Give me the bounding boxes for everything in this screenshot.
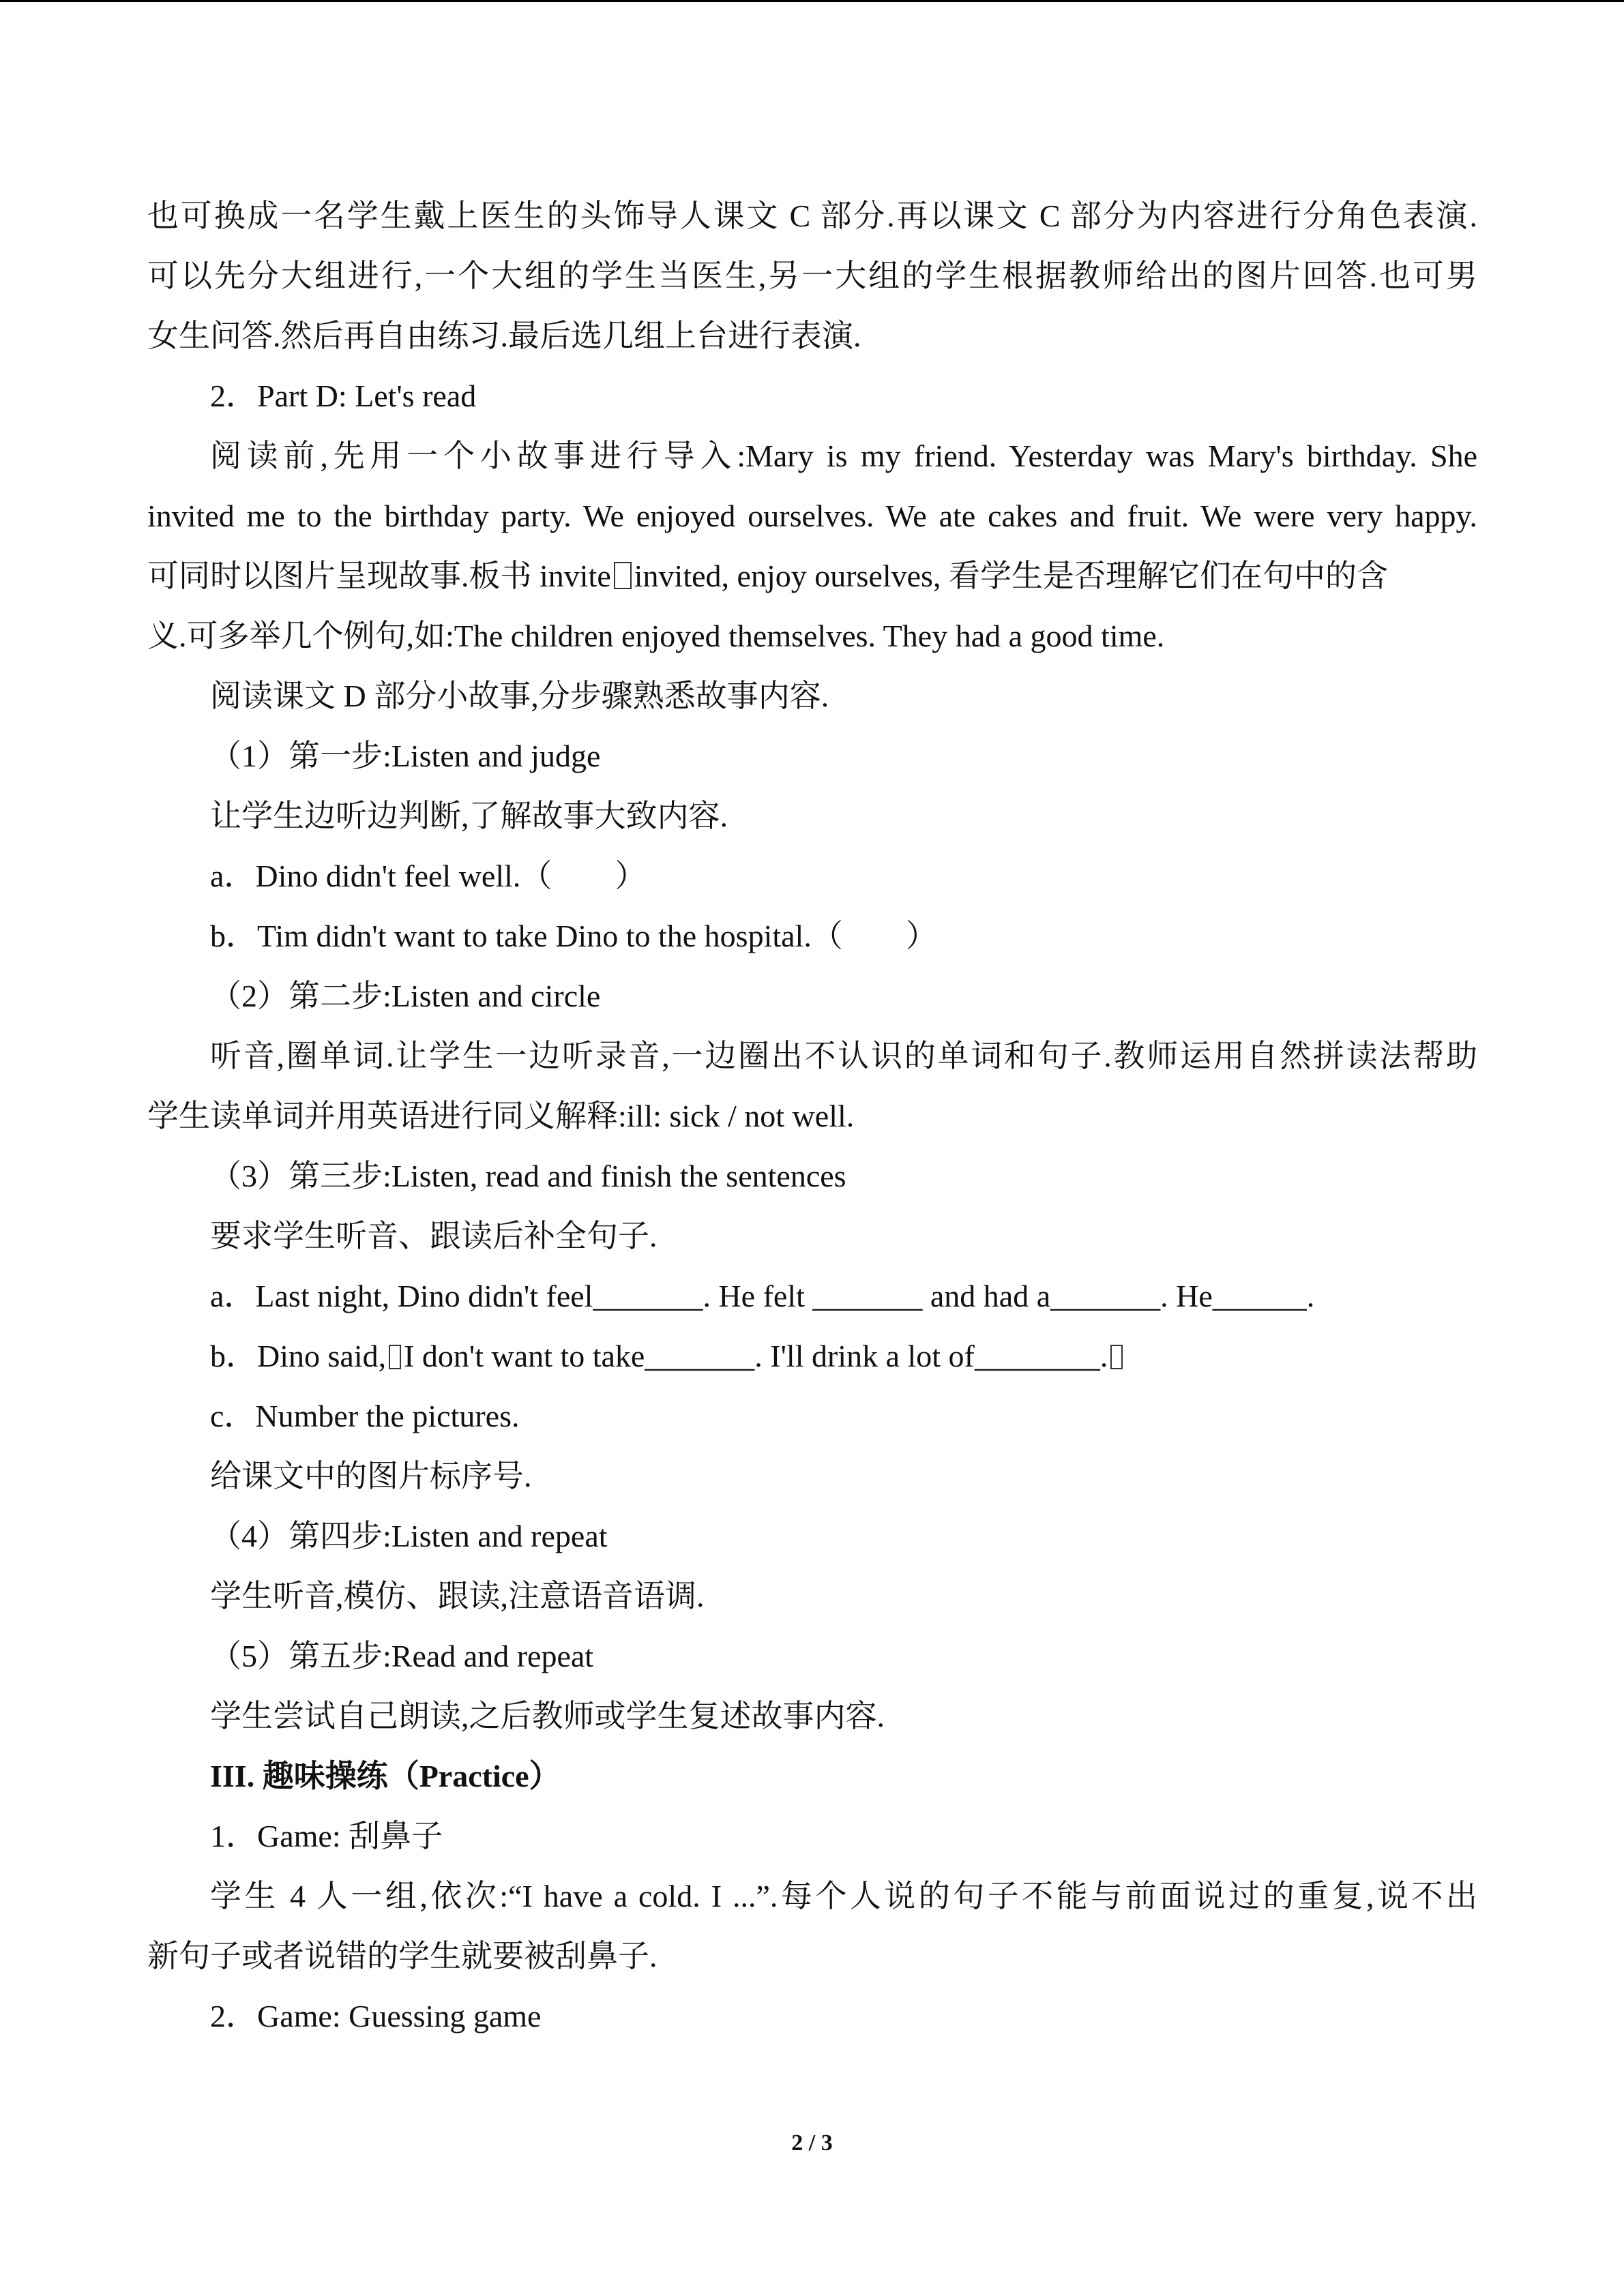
page-number: 2 / 3 xyxy=(791,2130,833,2156)
paragraph-line: 学生听音,模仿、跟读,注意语音语调. xyxy=(210,1579,705,1613)
game-heading: 2．Game: Guessing game xyxy=(210,1999,542,2033)
paragraph-line: 新句子或者说错的学生就要被刮鼻子. xyxy=(147,1939,658,1973)
exercise-item: a．Last night, Dino didn't feel_______. He felt _______ and had a_______. He______. xyxy=(210,1279,1315,1313)
paragraph-line: 学生尝试自己朗读,之后教师或学生复述故事内容. xyxy=(210,1699,885,1733)
paragraph-line: invited me to the birthday party. We enjoyed ourselves. We ate cakes and fruit. We were very happy. xyxy=(147,498,1477,533)
missing-glyph-box xyxy=(389,1345,401,1369)
exercise-item: a．Dino didn't feel well.（ ） xyxy=(210,859,647,893)
missing-glyph-box xyxy=(614,562,632,589)
exercise-item: c．Number the pictures. xyxy=(210,1399,520,1433)
section-heading: 2．Part D: Let's read xyxy=(210,378,477,413)
section-heading-practice: III. 趣味操练（Practice） xyxy=(210,1759,561,1793)
paragraph-line: 也可换成一名学生戴上医生的头饰导人课文 C 部分.再以课文 C 部分为内容进行分角色表演. xyxy=(147,198,1477,233)
paragraph-line: 阅读课文 D 部分小故事,分步骤熟悉故事内容. xyxy=(210,679,829,713)
missing-glyph-box xyxy=(1110,1345,1123,1369)
paragraph-line: 可以先分大组进行,一个大组的学生当医生,另一大组的学生根据教师给出的图片回答.也可男 xyxy=(147,258,1477,293)
step-heading: （5）第五步:Read and repeat xyxy=(210,1639,594,1673)
paragraph-line: 女生问答.然后再自由练习.最后选几组上台进行表演. xyxy=(147,318,861,353)
paragraph-line: 学生 4 人一组,依次:“I have a cold. I ...”.每个人说的句子不能与前面说过的重复,说不出 xyxy=(210,1879,1477,1913)
step-heading: （2）第二步:Listen and circle xyxy=(210,979,601,1013)
paragraph-line: 要求学生听音、跟读后补全句子. xyxy=(210,1219,658,1253)
step-heading: （4）第四步:Listen and repeat xyxy=(210,1519,608,1553)
paragraph-line: 给课文中的图片标序号. xyxy=(210,1459,532,1493)
paragraph-line: 可同时以图片呈现故事.板书 invite invited, enjoy ourselves, 看学生是否理解它们在句中的含 xyxy=(147,558,1388,593)
exercise-item: b．Dino said, I don't want to take_______. I'll drink a lot of________. xyxy=(210,1326,1125,1386)
step-heading: （1）第一步:Listen and judge xyxy=(210,739,601,773)
game-heading: 1．Game: 刮鼻子 xyxy=(210,1819,443,1853)
paragraph-line: 听音,圈单词.让学生一边听录音,一边圈出不认识的单词和句子.教师运用自然拼读法帮助 xyxy=(210,1039,1477,1073)
paragraph-line: 阅读前,先用一个小故事进行导入:Mary is my friend. Yesterday was Mary's birthday. She xyxy=(210,438,1477,473)
exercise-item: b．Tim didn't want to take Dino to the hospital.（ ） xyxy=(210,919,937,953)
step-heading: （3）第三步:Listen, read and finish the sentences xyxy=(210,1159,846,1193)
paragraph-line: 义.可多举几个例句,如:The children enjoyed themselves. They had a good time. xyxy=(147,618,1165,653)
paragraph-line: 学生读单词并用英语进行同义解释:ill: sick / not well. xyxy=(147,1099,855,1133)
paragraph-line: 让学生边听边判断,了解故事大致内容. xyxy=(210,799,728,833)
